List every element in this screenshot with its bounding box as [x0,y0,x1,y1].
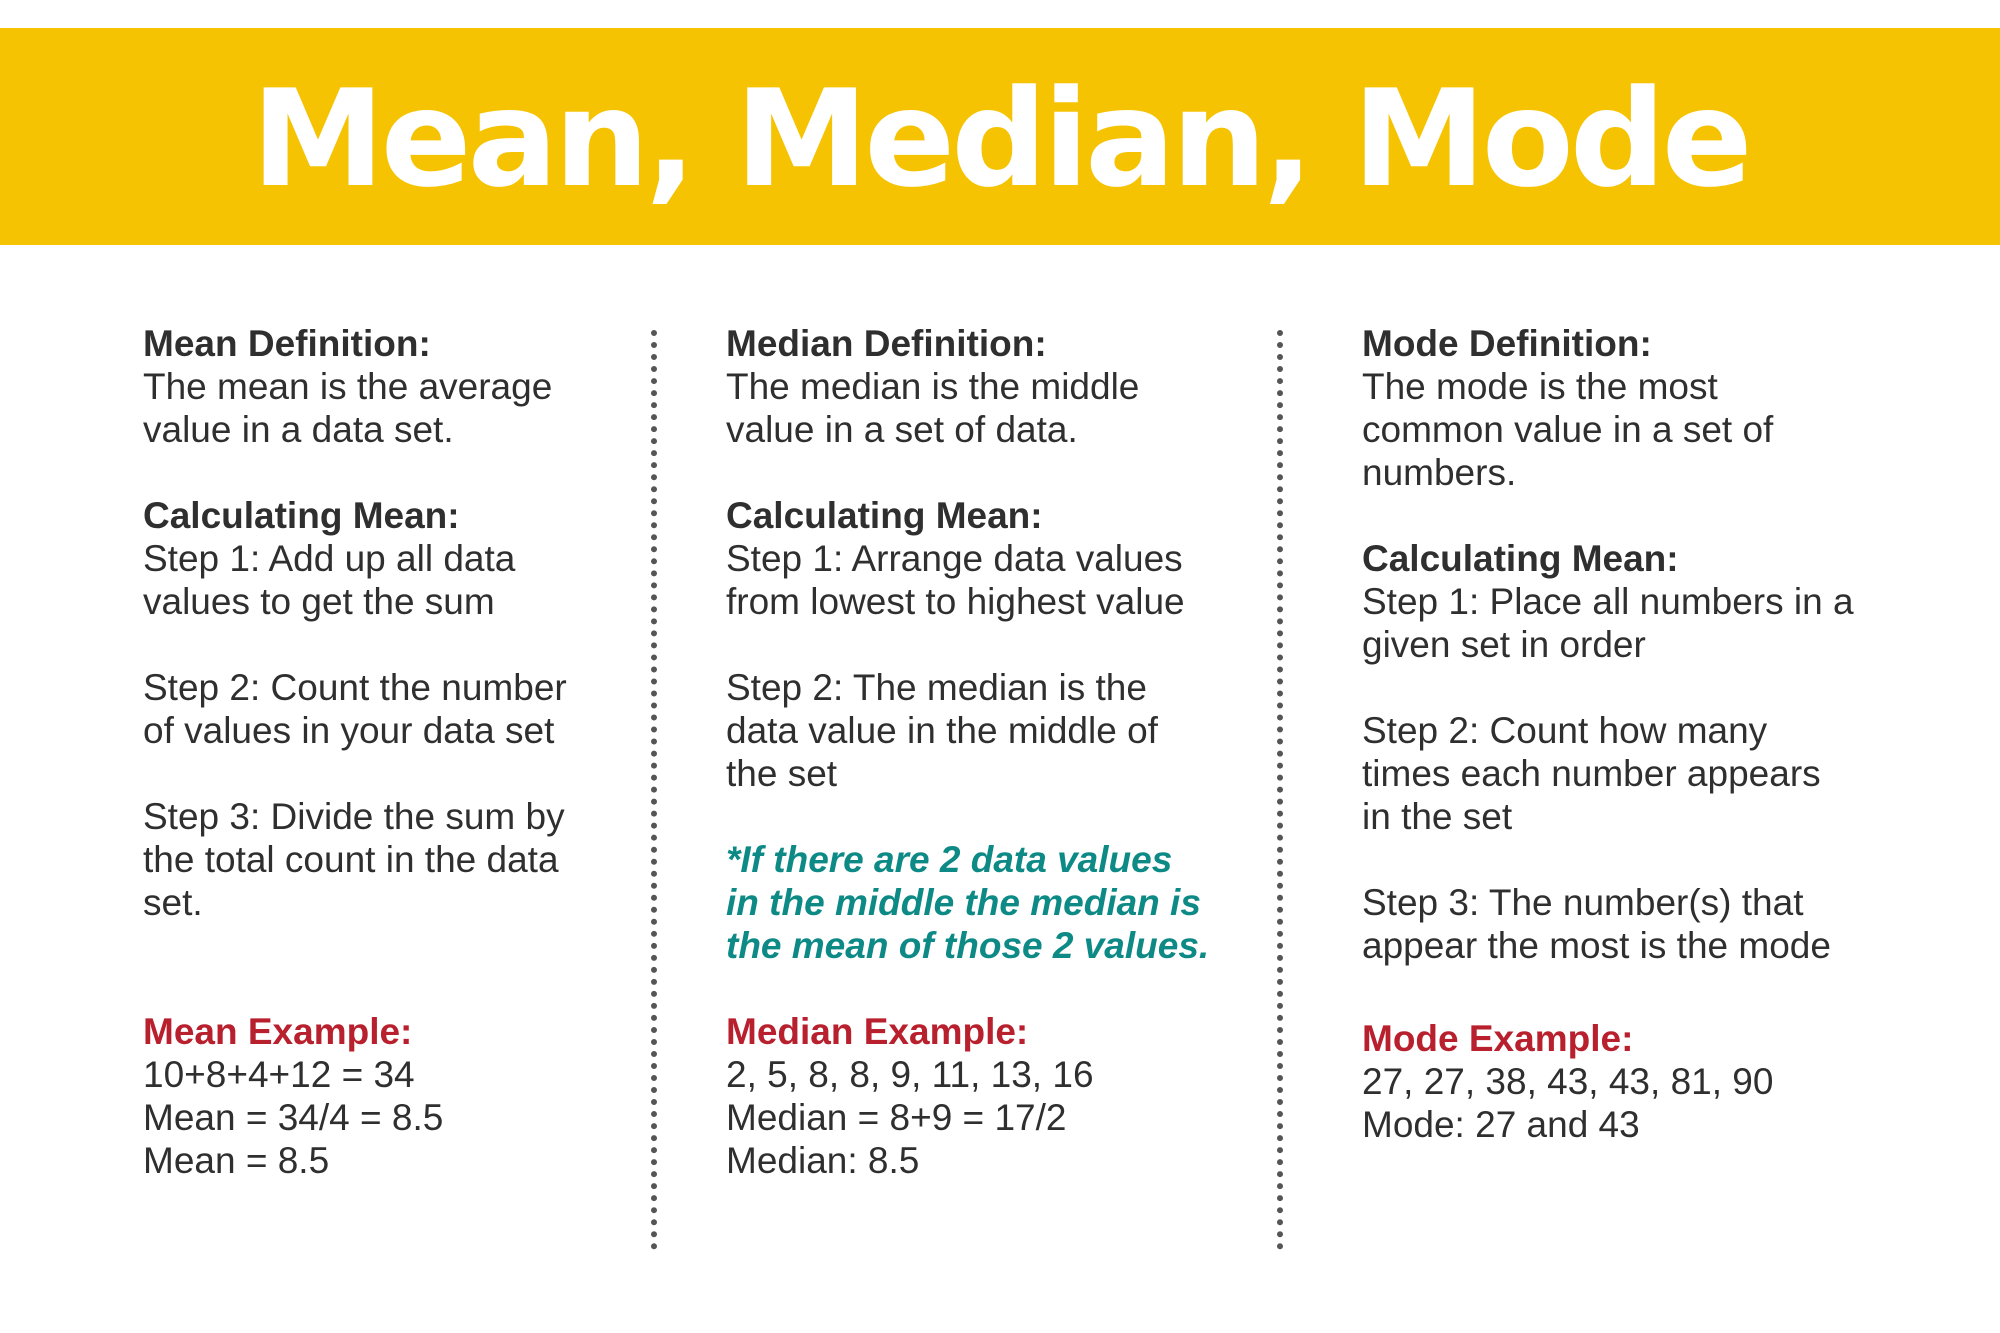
mean-step-line: Step 2: Count the number [143,667,567,708]
mean-step-line: Step 1: Add up all data [143,538,516,579]
mean-step-line: the total count in the data [143,839,559,880]
mean-example-line: Mean = 34/4 = 8.5 [143,1097,444,1138]
mode-step-line: times each number appears [1362,753,1821,794]
mean-definition-line: The mean is the average [143,366,553,407]
page-title: Mean, Median, Mode [251,60,1749,217]
mode-step-line: in the set [1362,796,1513,837]
mode-definition-line: common value in a set of [1362,409,1774,450]
median-note-line: in the middle the median is [726,882,1201,923]
mean-calc-heading: Calculating Mean: [143,495,460,536]
mean-step-line: set. [143,882,203,923]
mode-step-line: given set in order [1362,624,1646,665]
median-step-line: the set [726,753,838,794]
mode-example-line: Mode: 27 and 43 [1362,1104,1640,1145]
mode-definition-line: numbers. [1362,452,1517,493]
mode-column [1362,322,1882,1146]
mean-definition-line: value in a data set. [143,409,454,450]
median-example-line: Median = 8+9 = 17/2 [726,1097,1067,1138]
mode-step-line: Step 2: Count how many [1362,710,1768,751]
mode-step-line: Step 3: The number(s) that [1362,882,1804,923]
mean-column [143,322,613,1182]
mode-calc-heading: Calculating Mean: [1362,538,1679,579]
mean-step-line: values to get the sum [143,581,495,622]
median-note-line: *If there are 2 data values [726,839,1173,880]
column-divider [1277,330,1283,1250]
median-calc-heading: Calculating Mean: [726,495,1043,536]
median-note-line: the mean of those 2 values. [726,925,1210,966]
mean-example-line: 10+8+4+12 = 34 [143,1054,415,1095]
mode-example-line: 27, 27, 38, 43, 43, 81, 90 [1362,1061,1774,1102]
mode-step-line: appear the most is the mode [1362,925,1831,966]
mean-step-line: Step 3: Divide the sum by [143,796,565,837]
median-step-line: from lowest to highest value [726,581,1185,622]
median-definition-line: The median is the middle [726,366,1140,407]
mean-example-line: Mean = 8.5 [143,1140,330,1181]
mode-definition-line: The mode is the most [1362,366,1718,407]
median-example-heading: Median Example: [726,1011,1029,1052]
median-step-line: data value in the middle of [726,710,1158,751]
mode-example-heading: Mode Example: [1362,1018,1634,1059]
column-divider [651,330,657,1250]
mean-step-line: of values in your data set [143,710,555,751]
median-example-line: 2, 5, 8, 8, 9, 11, 13, 16 [726,1054,1094,1095]
median-definition-line: value in a set of data. [726,409,1078,450]
mode-step-line: Step 1: Place all numbers in a [1362,581,1854,622]
title-banner [0,28,2000,245]
mean-definition-heading: Mean Definition: [143,323,431,364]
median-step-line: Step 1: Arrange data values [726,538,1183,579]
mean-example-heading: Mean Example: [143,1011,413,1052]
median-step-line: Step 2: The median is the [726,667,1147,708]
median-column [726,322,1236,1182]
median-definition-heading: Median Definition: [726,323,1047,364]
median-example-line: Median: 8.5 [726,1140,920,1181]
mode-definition-heading: Mode Definition: [1362,323,1652,364]
